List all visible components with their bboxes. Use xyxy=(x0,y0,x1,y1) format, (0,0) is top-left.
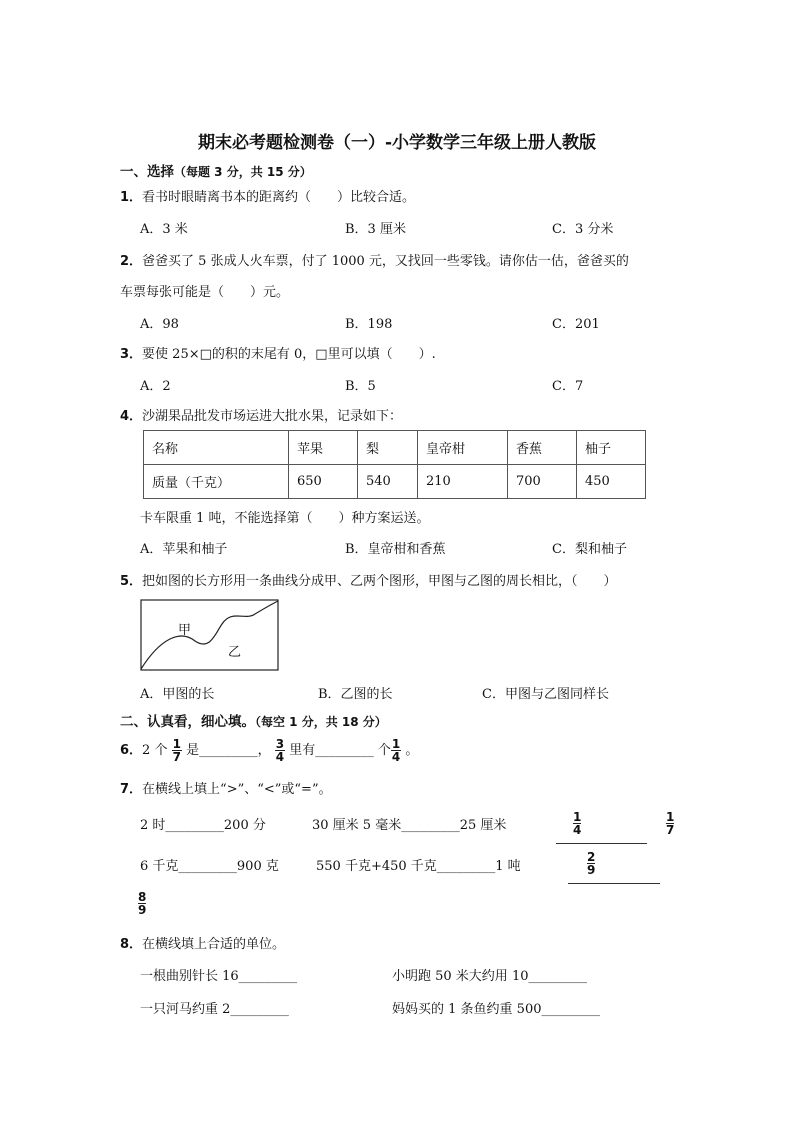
table-cell: 700 xyxy=(508,465,577,499)
q8-item-d: 妈妈买的 1 条鱼约重 500_________ xyxy=(392,1002,600,1017)
section-2-heading xyxy=(120,710,387,730)
fraction-numerator: 1 xyxy=(391,737,401,751)
section-1-heading xyxy=(120,160,312,180)
table-cell: 柚子 xyxy=(577,431,646,465)
fraction-denominator: 7 xyxy=(172,750,181,764)
q3-option-a[interactable]: A．2 xyxy=(140,379,171,394)
q6-part-3: 里有_________ 个 xyxy=(289,743,391,758)
question-text: 爸爸买了 5 张成人火车票，付了 1000 元，又找回一些零钱。请你估一估，爸爸买的 xyxy=(142,254,629,269)
figure-label-b: 乙 xyxy=(228,645,242,660)
section-2-title: 二、认真看，细心填。 xyxy=(120,714,255,730)
fraction-denominator: 9 xyxy=(587,863,596,877)
q1-option-b[interactable]: B．3 厘米 xyxy=(345,222,406,237)
table-cell: 梨 xyxy=(358,431,418,465)
q8-item-b: 小明跑 50 米大约用 10_________ xyxy=(392,969,587,984)
table-header-row xyxy=(144,431,646,465)
question-number: 5． xyxy=(120,574,143,589)
fraction-numerator: 1 xyxy=(573,810,582,824)
q8-item-a: 一根曲别针长 16_________ xyxy=(140,969,298,984)
q7-fraction-eight-ninths xyxy=(138,891,146,916)
question-4 xyxy=(120,405,402,424)
q2-option-a[interactable]: A．98 xyxy=(140,317,179,332)
fraction-denominator: 9 xyxy=(138,903,147,917)
q7-item-b: 30 厘米 5 毫米_________25 厘米 xyxy=(312,818,507,833)
fraction-numerator: 3 xyxy=(275,737,285,751)
question-3 xyxy=(120,343,436,362)
fraction-numerator: 2 xyxy=(587,850,596,864)
answer-blank[interactable] xyxy=(556,843,647,844)
question-number: 3． xyxy=(120,347,143,362)
question-number: 7． xyxy=(120,782,143,797)
fraction-numerator: 1 xyxy=(172,737,181,751)
table-cell: 540 xyxy=(358,465,418,499)
table-cell: 210 xyxy=(418,465,508,499)
q6-part-4: 。 xyxy=(405,743,419,758)
section-1-note: （每题 3 分，共 15 分） xyxy=(174,165,312,179)
question-7 xyxy=(120,778,332,797)
question-4-followup: 卡车限重 1 吨，不能选择第（ ）种方案运送。 xyxy=(140,511,430,526)
question-8 xyxy=(120,933,285,952)
q6-part-2: 是_________， xyxy=(186,743,271,758)
fraction-numerator: 1 xyxy=(666,810,675,824)
q5-option-a[interactable]: A．甲图的长 xyxy=(140,687,215,702)
question-number: 2． xyxy=(120,254,143,269)
question-5 xyxy=(120,570,617,589)
q6-part-1: 2 个 xyxy=(142,743,168,758)
question-6 xyxy=(120,736,418,766)
q1-option-c[interactable]: C．3 分米 xyxy=(552,222,614,237)
q5-option-c[interactable]: C．甲图与乙图同样长 xyxy=(482,687,609,702)
q4-option-a[interactable]: A．苹果和柚子 xyxy=(140,542,228,557)
q7-fraction-one-seventh xyxy=(666,811,674,836)
section-1-title: 一、选择 xyxy=(120,164,174,180)
question-text: 要使 25×□的积的末尾有 0，□里可以填（ ）. xyxy=(142,347,436,362)
fraction-denominator: 4 xyxy=(391,750,401,764)
q7-item-a: 2 时_________200 分 xyxy=(140,818,266,833)
figure-label-a: 甲 xyxy=(178,623,192,638)
question-2 xyxy=(120,250,629,269)
q7-item-c: 6 千克_________900 克 xyxy=(140,859,279,874)
question-number: 1． xyxy=(120,190,143,205)
question-text: 沙湖果品批发市场运进大批水果，记录如下： xyxy=(142,409,403,424)
fraction-denominator: 4 xyxy=(275,750,285,764)
table-cell: 名称 xyxy=(144,431,289,465)
fraction-numerator: 8 xyxy=(138,890,147,904)
section-2-note: （每空 1 分，共 18 分） xyxy=(255,715,387,729)
q4-option-c[interactable]: C．梨和柚子 xyxy=(552,542,627,557)
q7-item-d: 550 千克+450 千克_________1 吨 xyxy=(316,859,521,874)
fruit-table xyxy=(143,430,646,499)
fraction-one-fourth xyxy=(391,738,401,763)
q2-option-c[interactable]: C．201 xyxy=(552,317,600,332)
table-cell: 苹果 xyxy=(289,431,358,465)
question-2-line-2: 车票每张可能是（ ）元。 xyxy=(120,285,290,300)
table-cell: 650 xyxy=(289,465,358,499)
answer-blank[interactable] xyxy=(568,883,660,884)
rectangle-curve-figure xyxy=(140,599,280,672)
q5-option-b[interactable]: B．乙图的长 xyxy=(318,687,393,702)
table-cell: 皇帝柑 xyxy=(418,431,508,465)
question-text: 看书时眼睛离书本的距离约（ ）比较合适。 xyxy=(142,190,416,205)
page-title: 期末必考题检测卷（一）-小学数学三年级上册人教版 xyxy=(197,133,597,153)
table-cell: 质量（千克） xyxy=(144,465,289,499)
q7-fraction-one-fourth xyxy=(573,811,581,836)
table-row xyxy=(144,465,646,499)
q1-option-a[interactable]: A．3 米 xyxy=(140,222,188,237)
q3-option-c[interactable]: C．7 xyxy=(552,379,584,394)
fraction-denominator: 7 xyxy=(666,823,675,837)
q4-option-b[interactable]: B．皇帝柑和香蕉 xyxy=(345,542,446,557)
question-1 xyxy=(120,186,415,205)
table-cell: 香蕉 xyxy=(508,431,577,465)
question-text: 把如图的长方形用一条曲线分成甲、乙两个图形，甲图与乙图的周长相比，（ ） xyxy=(142,574,617,589)
question-number: 8． xyxy=(120,937,143,952)
question-number: 4． xyxy=(120,409,143,424)
q3-option-b[interactable]: B．5 xyxy=(345,379,376,394)
q2-option-b[interactable]: B．198 xyxy=(345,317,393,332)
question-number: 6． xyxy=(120,743,143,758)
fraction-one-seventh xyxy=(172,738,182,763)
q7-fraction-two-ninths xyxy=(587,851,595,876)
fraction-denominator: 4 xyxy=(573,823,582,837)
table-cell: 450 xyxy=(577,465,646,499)
question-text: 在横线上填上“>”、“<”或“=”。 xyxy=(142,782,332,797)
q8-item-c: 一只河马约重 2_________ xyxy=(140,1002,289,1017)
fraction-three-fourths xyxy=(275,738,285,763)
question-text: 在横线填上合适的单位。 xyxy=(142,937,286,952)
